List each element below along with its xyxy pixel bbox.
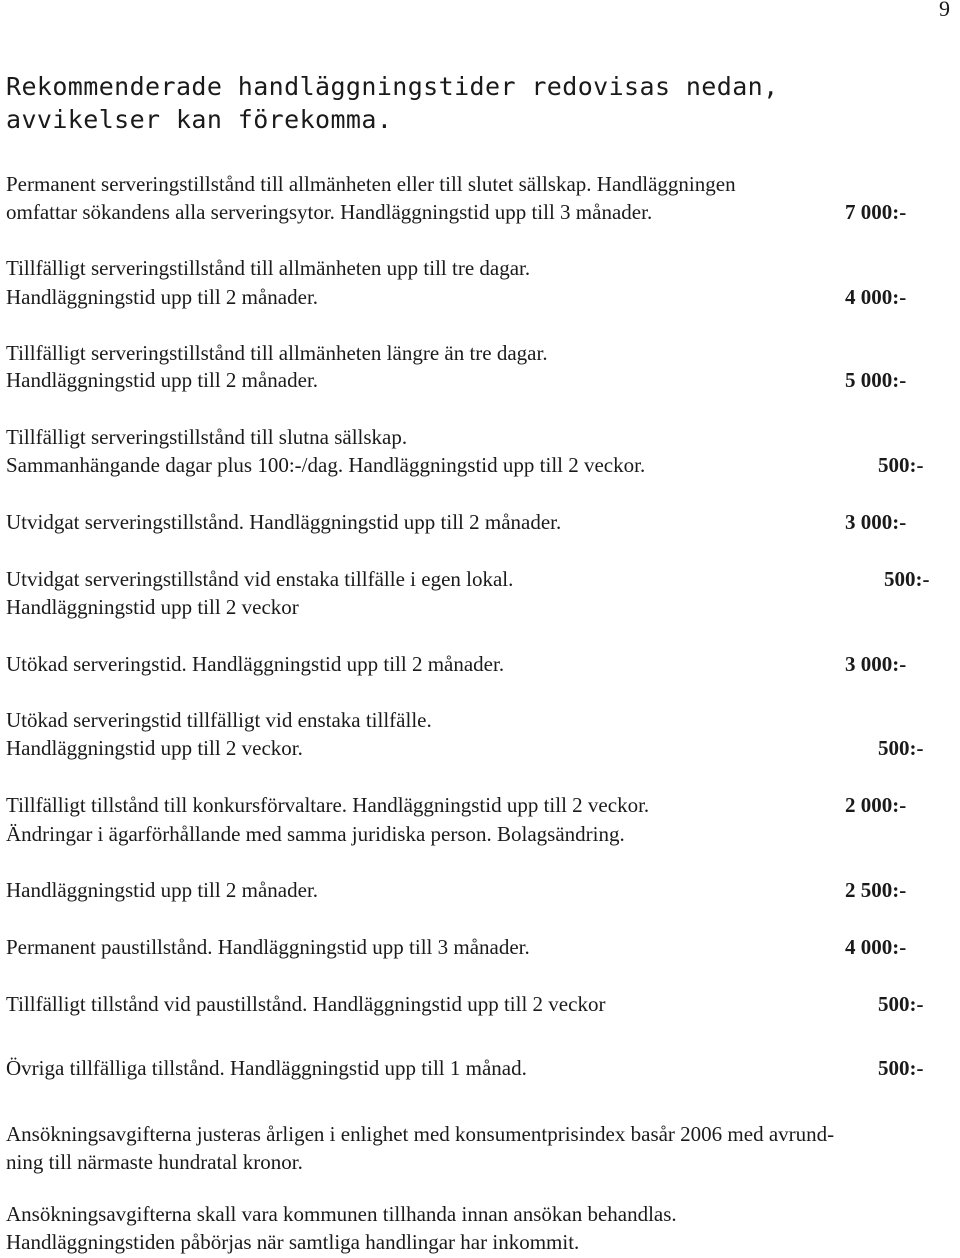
item-text-line: Utvidgat serveringstillstånd. Handläggningstid upp till 2 månader.: [6, 510, 562, 534]
note-text-line: Ansökningsavgifterna skall vara kommunen tillhanda innan ansökan behandlas.: [6, 1202, 677, 1226]
item-text-line: Utökad serveringstid. Handläggningstid upp till 2 månader.: [6, 652, 505, 676]
fee-amount: 500:-: [878, 736, 924, 760]
page-number: 9: [939, 0, 950, 21]
item-text-line: Utvidgat serveringstillstånd vid enstaka tillfälle i egen lokal.: [6, 567, 514, 591]
item-text-line: Tillfälligt tillstånd till konkursförvaltare. Handläggningstid upp till 2 veckor.: [6, 793, 650, 817]
fee-amount: 500:-: [878, 1056, 924, 1080]
note-text-line: ning till närmaste hundratal kronor.: [6, 1150, 303, 1174]
fee-amount: 7 000:-: [845, 200, 907, 224]
item-text-line: omfattar sökandens alla serveringsytor. Handläggningstid upp till 3 månader.: [6, 200, 653, 224]
fee-amount: 2 500:-: [845, 878, 907, 902]
page-heading: [6, 70, 906, 136]
item-text-line: Tillfälligt serveringstillstånd till slutna sällskap.: [6, 425, 408, 449]
note-text-line: Ansökningsavgifterna justeras årligen i enlighet med konsumentprisindex basår 2006 med avrund-: [6, 1122, 835, 1146]
fee-amount: 4 000:-: [845, 285, 907, 309]
fee-amount: 4 000:-: [845, 935, 907, 959]
item-text-line: Tillfälligt serveringstillstånd till allmänheten upp till tre dagar.: [6, 256, 531, 280]
heading-line-1: Rekommenderade handläggningstider redovisas nedan,: [6, 72, 779, 101]
fee-amount: 500:-: [884, 567, 930, 591]
fee-amount: 2 000:-: [845, 793, 907, 817]
item-text-line: Handläggningstid upp till 2 månader.: [6, 285, 319, 309]
item-text-line: Permanent paustillstånd. Handläggningstid upp till 3 månader.: [6, 935, 530, 959]
item-text-line: Tillfälligt tillstånd vid paustillstånd. Handläggningstid upp till 2 veckor: [6, 992, 606, 1016]
item-text-line: Handläggningstid upp till 2 veckor.: [6, 736, 303, 760]
item-text-line: Tillfälligt serveringstillstånd till allmänheten längre än tre dagar.: [6, 341, 548, 365]
fee-amount: 500:-: [878, 992, 924, 1016]
note-text-line: Handläggningstiden påbörjas när samtliga handlingar har inkommit.: [6, 1230, 580, 1254]
item-text-line: Handläggningstid upp till 2 veckor: [6, 595, 299, 619]
item-text-line: Handläggningstid upp till 2 månader.: [6, 368, 319, 392]
item-text-line: Sammanhängande dagar plus 100:-/dag. Handläggningstid upp till 2 veckor.: [6, 453, 646, 477]
item-text-line: Utökad serveringstid tillfälligt vid enstaka tillfälle.: [6, 708, 432, 732]
item-text-line: Permanent serveringstillstånd till allmänheten eller till slutet sällskap. Handläggningen: [6, 172, 736, 196]
item-text-line: Handläggningstid upp till 2 månader.: [6, 878, 319, 902]
fee-amount: 3 000:-: [845, 652, 907, 676]
fee-amount: 500:-: [878, 453, 924, 477]
fee-amount: 3 000:-: [845, 510, 907, 534]
item-text-line: Ändringar i ägarförhållande med samma juridiska person. Bolagsändring.: [6, 822, 625, 846]
item-text-line: Övriga tillfälliga tillstånd. Handläggningstid upp till 1 månad.: [6, 1056, 527, 1080]
heading-line-2: avvikelser kan förekomma.: [6, 105, 393, 134]
fee-amount: 5 000:-: [845, 368, 907, 392]
